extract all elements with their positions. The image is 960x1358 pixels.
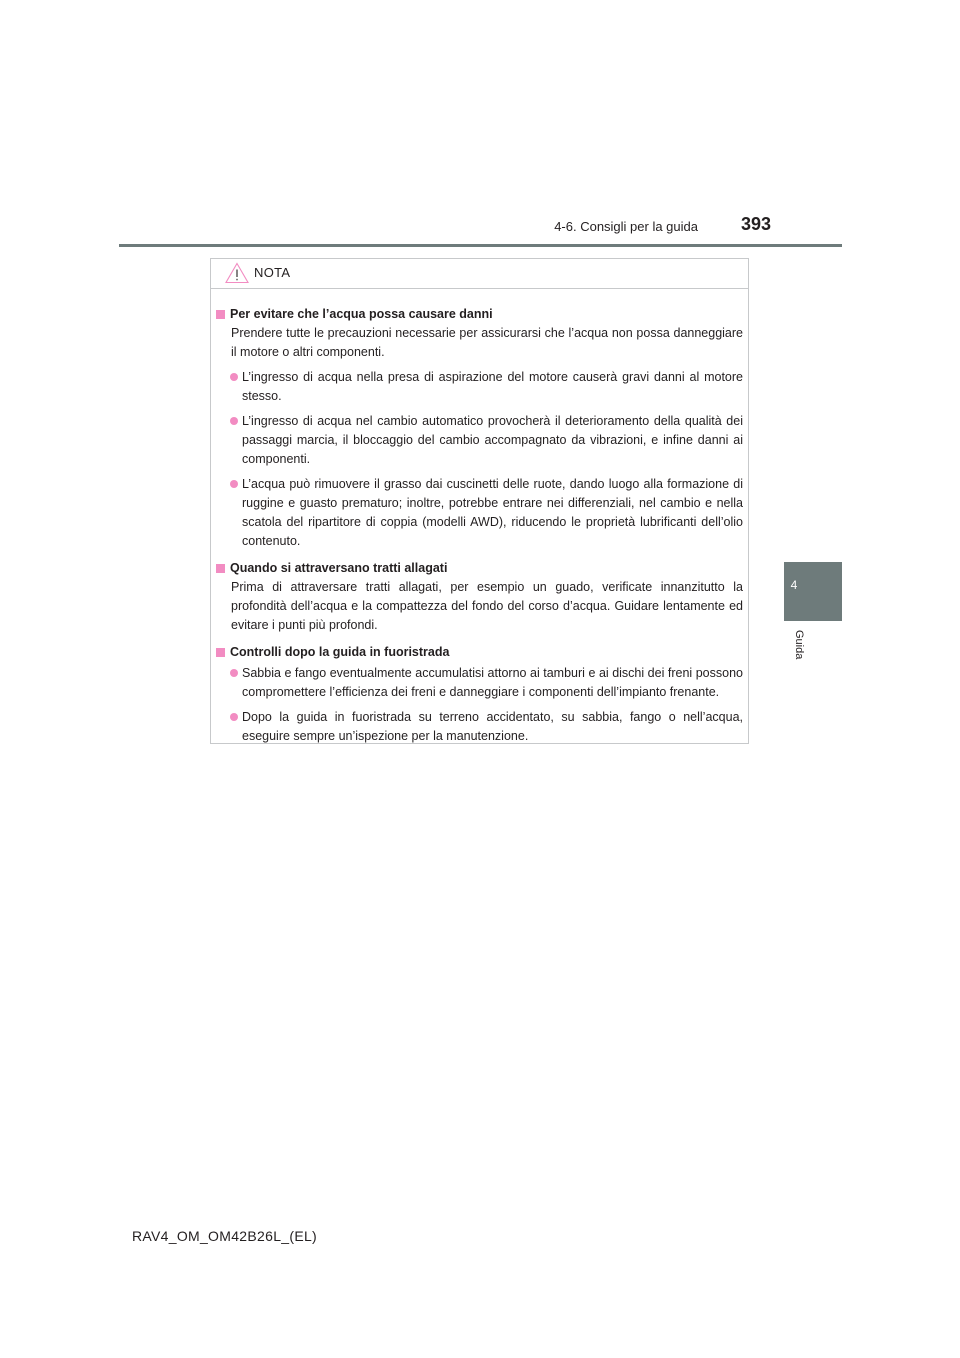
bullet-text: Sabbia e fango eventualmente accumulatisi attorno ai tamburi e ai dischi dei freni possono compromettere l’efficienza dei freni e danneggiare i componenti dell’impianto frenante.: [242, 666, 743, 699]
round-bullet-icon: [230, 417, 238, 425]
bullet-item: [215, 475, 743, 551]
bullet-item: [215, 708, 743, 746]
bullet-text: L’ingresso di acqua nella presa di aspirazione del motore causerà gravi danni al motore stesso.: [242, 370, 743, 403]
section-intro: Prendere tutte le precauzioni necessarie per assicurarsi che l’acqua non possa danneggiare il motore o altri componenti.: [231, 326, 743, 359]
warning-triangle-icon: [225, 262, 249, 284]
page-number: 393: [741, 214, 772, 234]
note-box: [210, 258, 749, 744]
note-title: NOTA: [254, 265, 291, 280]
header-rule: [119, 244, 842, 247]
square-bullet-icon: [216, 564, 225, 573]
square-bullet-icon: [216, 648, 225, 657]
section-title-text: Controlli dopo la guida in fuoristrada: [230, 645, 450, 659]
square-bullet-icon: [216, 310, 225, 319]
bullet-item: [215, 664, 743, 702]
note-header: [211, 259, 748, 289]
bullet-text: L’ingresso di acqua nel cambio automatico provocherà il deterioramento della qualità dei passaggi marcia, il bloccaggio del cambio accompagnato da vibrazioni, e infine danni ai componenti.: [242, 414, 743, 466]
section-title: [215, 559, 743, 578]
footer-document-code: RAV4_OM_OM42B26L_(EL): [132, 1228, 318, 1244]
round-bullet-icon: [230, 669, 238, 677]
section-title: [215, 305, 743, 324]
bullet-item: [215, 368, 743, 406]
round-bullet-icon: [230, 713, 238, 721]
section-title-text: Quando si attraversano tratti allagati: [230, 561, 448, 575]
round-bullet-icon: [230, 373, 238, 381]
side-chapter-label: Guida: [793, 630, 805, 660]
side-chapter-number: 4: [790, 578, 798, 592]
bullet-text: Dopo la guida in fuoristrada su terreno accidentato, su sabbia, fango o nell’acqua, eseguire sempre un’ispezione per la manutenzione.: [242, 710, 743, 743]
bullet-text: L’acqua può rimuovere il grasso dai cuscinetti delle ruote, dando luogo alla formazione di ruggine e guasto prematuro; inoltre, potrebbe entrare nei differenziali, nel cambio e nella scatola del ripartitore di coppia (modelli AWD), riducendo le proprietà lubrificanti dell’olio contenuto.: [242, 477, 743, 548]
round-bullet-icon: [230, 480, 238, 488]
bullet-item: [215, 412, 743, 469]
section-title: [215, 643, 743, 662]
note-content: [215, 301, 743, 746]
section-intro: Prima di attraversare tratti allagati, per esempio un guado, verificate innanzitutto la profondità dell’acqua e la compattezza del fondo del corso d’acqua. Guidare lentamente ed evitare i punti più profondi.: [231, 580, 743, 632]
section-title-text: Per evitare che l’acqua possa causare danni: [230, 307, 493, 321]
header-section-title: 4-6. Consigli per la guida: [554, 219, 698, 234]
